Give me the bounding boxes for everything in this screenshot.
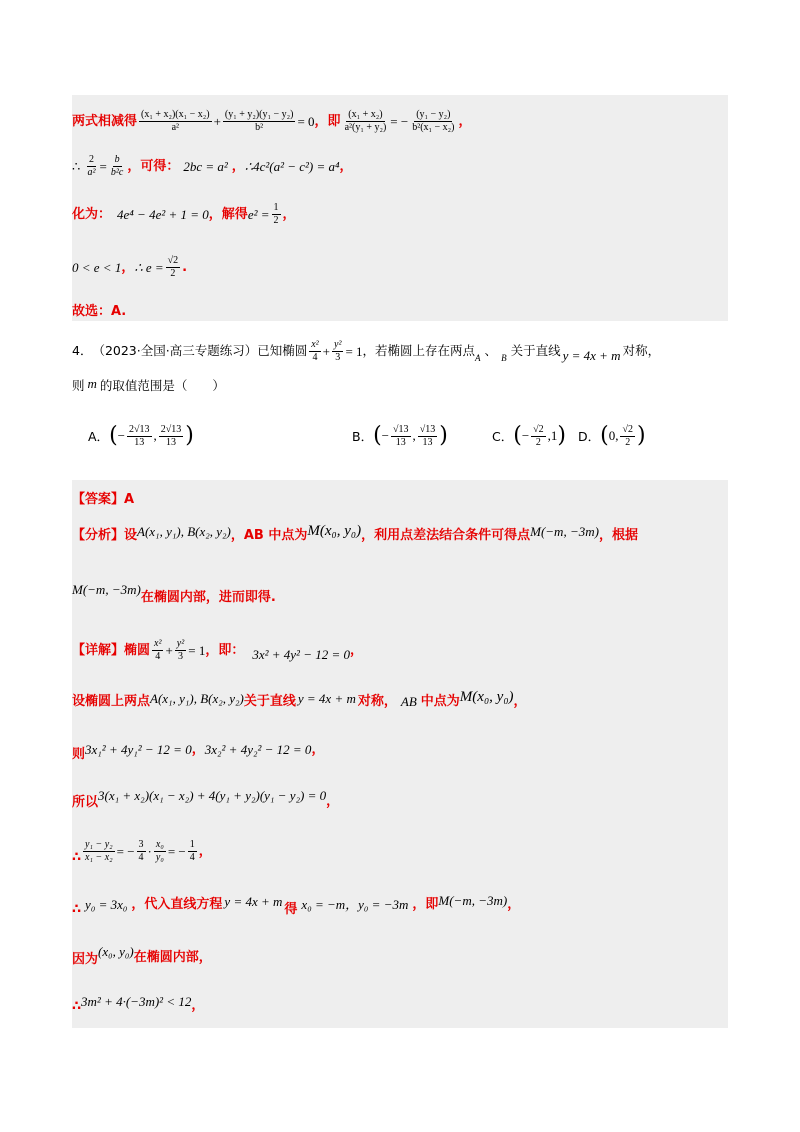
text: 则 <box>72 746 86 762</box>
result: x₀ = −m，y₀ = −3m <box>301 896 409 912</box>
option-b[interactable] <box>352 414 448 458</box>
fraction <box>223 109 296 133</box>
line-equation: y = 4x + m <box>297 690 356 706</box>
point-b-label: B <box>501 352 507 363</box>
text: ， <box>326 793 340 809</box>
fraction <box>86 154 98 178</box>
numerator: (y₁ + y₂)(y₁ − y₂) <box>224 109 294 120</box>
text: ， <box>191 741 205 757</box>
text: 因为 <box>72 951 99 967</box>
denominator: 2 <box>170 267 176 279</box>
question-source: （2023·全国·高三专题练习）已知椭圆 <box>92 342 308 358</box>
previous-solution-block <box>72 95 728 321</box>
question-text: 的取值范围是（ ） <box>99 377 225 393</box>
text: ， <box>339 158 353 174</box>
option-c[interactable] <box>492 414 566 458</box>
zero-comma: 0, <box>608 428 619 443</box>
text: ，即： <box>205 642 245 658</box>
text: ， <box>350 642 364 658</box>
equals: = <box>99 158 107 174</box>
question-text: 则 <box>72 377 85 393</box>
option-d[interactable] <box>578 414 646 458</box>
fraction <box>109 154 125 178</box>
point: (x₀, y₀) <box>98 943 134 959</box>
numerator: √2 <box>167 255 179 266</box>
therefore-e: ∴ e = <box>134 259 164 275</box>
fraction: $\frac{\text{y₁ − y₂}}{\text{x₁ − x₂}}$ <box>85 839 113 863</box>
paren-left: ( <box>513 423 522 448</box>
plus-sign: + <box>165 642 173 658</box>
question-text: 关于直线 <box>510 342 561 358</box>
fraction-y2-over-3: $\frac{\text{y²}}{3}$ <box>176 638 185 662</box>
question-text: 对称， <box>622 342 661 358</box>
text: 关于直线 <box>243 693 296 709</box>
option-d-label: D． <box>578 429 601 444</box>
conclusion-text: 故选：A. <box>72 303 127 319</box>
text: 两式相减得 <box>72 113 138 129</box>
points-ab: A(x₁, y₁), B(x₂, y₂) <box>150 690 244 706</box>
denominator: b²(x₁ − x₂) <box>412 121 455 133</box>
point-a-label: A <box>475 352 481 363</box>
paren-right: ) <box>439 423 448 448</box>
text: ，可得： <box>127 158 180 174</box>
denominator: a² <box>171 121 179 133</box>
text: 所以 <box>72 794 99 810</box>
detail-line-6 <box>72 890 520 918</box>
text: ， <box>458 113 472 129</box>
text: ， <box>311 741 325 757</box>
text: ， <box>191 997 205 1013</box>
detail-line-7 <box>72 942 212 968</box>
question-text: ，若椭圆上存在两点 <box>362 342 476 358</box>
equation: y₀ = 3x₀ <box>85 896 128 912</box>
denominator: b²c <box>110 166 124 178</box>
numerator: (x₁ + x₂) <box>348 109 383 120</box>
option-a[interactable] <box>88 414 194 458</box>
text: 化为： <box>72 206 112 222</box>
point-m-value: M(−m, −3m) <box>438 892 508 908</box>
point-m-value: M(−m, −3m) <box>530 523 599 539</box>
text: ， <box>507 896 521 912</box>
detail-line-3 <box>72 736 324 762</box>
therefore-symbol: ∴ <box>72 998 82 1014</box>
paren-right: ) <box>636 423 646 448</box>
inequality: 0 < e < 1 <box>72 259 122 275</box>
comma: , <box>412 428 416 443</box>
minus-sign: − <box>117 428 125 443</box>
equals-one: = 1 <box>345 343 363 359</box>
fraction: $\frac{√13}{13}$ <box>419 424 436 448</box>
therefore-symbol: ∴ <box>72 901 82 917</box>
text: 中点为 <box>420 693 460 709</box>
equals-minus: = − <box>116 843 135 859</box>
point-m-value: M(−m, −3m) <box>72 581 141 597</box>
paren-left: ( <box>600 423 609 448</box>
detail-line-8 <box>72 988 204 1014</box>
answer-text: 【答案】A <box>72 491 135 507</box>
analysis-lead: 【分析】设 <box>72 527 138 543</box>
detail-line-2 <box>72 688 527 714</box>
question-number: 4． <box>72 342 93 358</box>
text: ，AB 中点为 <box>230 527 308 543</box>
text: ，代入直线方程 <box>131 896 223 912</box>
analysis-line-1 <box>72 522 638 548</box>
numerator: 1 <box>273 202 279 213</box>
paren-left: ( <box>109 423 118 448</box>
line-equation: y = 4x + m <box>562 347 621 363</box>
e-squared: e² = <box>247 206 270 222</box>
line-equation: y = 4x + m <box>224 893 283 909</box>
therefore-symbol: ∴ <box>72 158 84 174</box>
text: ， <box>231 158 245 174</box>
inequality: 3m² + 4·(−3m)² < 12 <box>81 993 192 1009</box>
numerator: (x₁ + x₂)(x₁ − x₂) <box>141 109 210 120</box>
detail-lead: 【详解】椭圆 <box>72 642 151 658</box>
option-a-label: A． <box>88 429 110 444</box>
fraction <box>343 109 389 133</box>
text: ，根据 <box>598 527 638 543</box>
solution-line-5 <box>72 303 126 319</box>
detail-line-4 <box>72 784 339 810</box>
text: 得 <box>284 901 298 917</box>
therefore-symbol: ∴ <box>72 849 82 865</box>
question-line-2 <box>72 376 225 396</box>
fraction: $\frac{\text{x₀}}{\text{y₀}}$ <box>155 839 164 863</box>
ellipse-equation: 3x² + 4y² − 12 = 0 <box>252 646 350 662</box>
text: ，利用点差法结合条件可得点 <box>361 527 531 543</box>
equation: 3x₂² + 4y₂² − 12 = 0 <box>204 741 312 757</box>
text: ，解得 <box>208 206 248 222</box>
question-line-1 <box>72 336 660 366</box>
text: ， <box>513 693 527 709</box>
text: 对称， <box>357 693 397 709</box>
minus-sign: − <box>381 428 390 443</box>
paren-right: ) <box>557 423 567 448</box>
midpoint-m: M(x₀, y₀) <box>307 522 362 539</box>
analysis-line-2 <box>72 580 276 606</box>
points-ab: A(x₁, y₁), B(x₂, y₂) <box>137 523 231 539</box>
fraction <box>139 109 212 133</box>
paren-left: ( <box>373 423 382 448</box>
text: 设椭圆上两点 <box>72 693 151 709</box>
text: ， <box>121 259 135 275</box>
equation: 3x₁² + 4y₁² − 12 = 0 <box>85 741 192 757</box>
option-c-label: C． <box>492 429 514 444</box>
plus-sign: + <box>213 113 221 129</box>
fraction <box>166 255 181 279</box>
minus-sign: − <box>521 428 530 443</box>
plus-sign: + <box>322 343 330 359</box>
fraction <box>410 109 456 133</box>
detail-line-1 <box>72 634 363 666</box>
answer-block <box>72 480 728 1028</box>
variable-m: m <box>87 375 97 391</box>
text: . <box>182 259 188 275</box>
solution-line-1 <box>72 107 472 135</box>
solution-line-2 <box>72 151 353 181</box>
equation: ∴4c²(a² − c²) = a⁴ <box>244 158 340 174</box>
text: ，即 <box>412 896 439 912</box>
fraction: $\frac{√13}{13}$ <box>393 424 409 448</box>
fraction: $\frac{√2}{2}$ <box>622 424 633 448</box>
denominator: a²(y₁ + y₂) <box>344 121 387 133</box>
fraction-y2-over-3: $\frac{\text{y²}}{3}$ <box>334 339 342 363</box>
option-b-label: B． <box>352 429 374 444</box>
equation-part: = 0 <box>297 113 315 129</box>
comma-one: ,1 <box>547 428 558 443</box>
numerator: b <box>114 154 120 165</box>
text: ，即 <box>314 113 341 129</box>
equals-one: = 1 <box>188 642 206 658</box>
paren-right: ) <box>185 423 194 448</box>
text: ， <box>198 843 212 859</box>
text: 在椭圆内部， <box>133 949 212 965</box>
numerator: (y₁ − y₂) <box>416 109 451 120</box>
fraction-x2-over-4: $\frac{\text{x²}}{4}$ <box>311 339 319 363</box>
fraction: $\frac{2√13}{13}$ <box>160 424 182 448</box>
fraction: $\frac{2√13}{13}$ <box>129 424 150 448</box>
text: 在椭圆内部，进而即得. <box>140 589 276 605</box>
dot: · <box>147 843 152 859</box>
separator: 、 <box>484 342 498 358</box>
equals-minus: = − <box>390 113 409 129</box>
fraction: $\frac{1}{4}$ <box>189 839 195 863</box>
equation: 4e⁴ − 4e² + 1 = 0 <box>117 206 209 222</box>
numerator: 2 <box>89 154 95 165</box>
denominator: b² <box>255 121 264 133</box>
segment-ab: AB <box>400 693 417 709</box>
denominator: a² <box>87 166 96 178</box>
fraction-x2-over-4: $\frac{\text{x²}}{4}$ <box>154 638 162 662</box>
answer-line <box>72 490 134 508</box>
equation: 2bc = a² <box>183 158 228 174</box>
fraction: $\frac{√2}{2}$ <box>533 424 544 448</box>
text: ， <box>282 206 296 222</box>
denominator: 2 <box>273 214 279 226</box>
comma: , <box>153 428 157 443</box>
equals-minus: = − <box>167 843 186 859</box>
detail-line-5 <box>72 834 212 868</box>
fraction: $\frac{3}{4}$ <box>138 839 144 863</box>
midpoint-m: M(x₀, y₀) <box>459 688 514 705</box>
solution-line-4 <box>72 253 187 281</box>
solution-line-3 <box>72 199 296 229</box>
equation: 3(x₁ + x₂)(x₁ − x₂) + 4(y₁ + y₂)(y₁ − y₂) = 0 <box>98 787 327 803</box>
fraction <box>272 202 281 226</box>
